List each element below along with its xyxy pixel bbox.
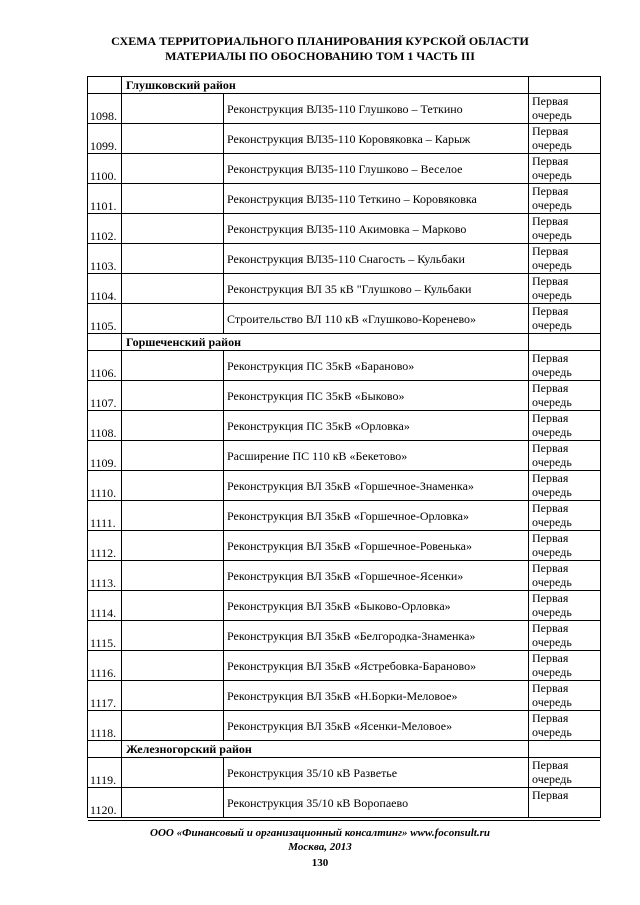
row-stage: Первая очередь: [529, 124, 601, 154]
row-stage: Первая очередь: [529, 711, 601, 741]
row-stage: Первая: [529, 788, 601, 818]
row-stage: Первая очередь: [529, 304, 601, 334]
row-empty-cell: [122, 124, 224, 154]
table-row: [88, 501, 601, 531]
document-header: [0, 34, 640, 64]
row-stage: Первая очередь: [529, 561, 601, 591]
row-empty-cell: [122, 304, 224, 334]
row-empty-cell: [122, 411, 224, 441]
row-empty-cell: [122, 381, 224, 411]
row-number: 1105.: [88, 304, 122, 334]
row-description: Реконструкция ВЛ 35кВ «Горшечное-Орловка»: [224, 501, 529, 531]
table-row: [88, 711, 601, 741]
row-description: Реконструкция ВЛ 35кВ «Белгородка-Знаменка»: [224, 621, 529, 651]
row-number: 1120.: [88, 788, 122, 818]
row-number: 1114.: [88, 591, 122, 621]
row-stage: Первая очередь: [529, 154, 601, 184]
row-stage: Первая очередь: [529, 591, 601, 621]
table-row: [88, 591, 601, 621]
row-description: Реконструкция ВЛ35-110 Снагость – Кульбаки: [224, 244, 529, 274]
row-empty-cell: [122, 274, 224, 304]
section-title: Железногорский район: [122, 741, 529, 758]
row-description: Строительство ВЛ 110 кВ «Глушково-Коренево»: [224, 304, 529, 334]
row-stage: Первая очередь: [529, 351, 601, 381]
row-number: 1115.: [88, 621, 122, 651]
row-number: 1107.: [88, 381, 122, 411]
section-title: Глушковский район: [122, 77, 529, 94]
row-stage: Первая очередь: [529, 411, 601, 441]
row-description: Реконструкция ПС 35кВ «Бараново»: [224, 351, 529, 381]
row-description: Реконструкция ВЛ 35кВ «Ястребовка-Бараново»: [224, 651, 529, 681]
section-num-cell: [88, 334, 122, 351]
table-row: [88, 381, 601, 411]
section-stage-cell: [529, 741, 601, 758]
table-row: [88, 274, 601, 304]
row-description: Реконструкция ВЛ 35кВ «Горшечное-Ясенки»: [224, 561, 529, 591]
section-stage-cell: [529, 334, 601, 351]
row-empty-cell: [122, 441, 224, 471]
row-number: 1119.: [88, 758, 122, 788]
row-stage: Первая очередь: [529, 471, 601, 501]
row-description: Реконструкция 35/10 кВ Разветье: [224, 758, 529, 788]
row-empty-cell: [122, 244, 224, 274]
table-row: [88, 621, 601, 651]
row-empty-cell: [122, 561, 224, 591]
row-stage: Первая очередь: [529, 651, 601, 681]
projects-table: [87, 76, 601, 818]
row-number: 1106.: [88, 351, 122, 381]
row-description: Реконструкция ВЛ 35 кВ "Глушково – Кульбаки: [224, 274, 529, 304]
table-row: [88, 184, 601, 214]
row-number: 1109.: [88, 441, 122, 471]
row-description: Реконструкция ВЛ35-110 Глушково – Теткино: [224, 94, 529, 124]
row-stage: Первая очередь: [529, 681, 601, 711]
row-number: 1103.: [88, 244, 122, 274]
row-number: 1110.: [88, 471, 122, 501]
row-description: Реконструкция ВЛ 35кВ «Н.Борки-Меловое»: [224, 681, 529, 711]
row-number: 1108.: [88, 411, 122, 441]
table-row: [88, 651, 601, 681]
row-description: Реконструкция ВЛ 35кВ «Горшечное-Ровенька»: [224, 531, 529, 561]
footer-city-year: Москва, 2013: [288, 841, 352, 853]
table-row: [88, 124, 601, 154]
row-description: Реконструкция ВЛ35-110 Теткино – Коровяковка: [224, 184, 529, 214]
row-empty-cell: [122, 531, 224, 561]
section-row: [88, 334, 601, 351]
row-empty-cell: [122, 471, 224, 501]
row-number: 1112.: [88, 531, 122, 561]
header-title-line1: СХЕМА ТЕРРИТОРИАЛЬНОГО ПЛАНИРОВАНИЯ КУРСКОЙ ОБЛАСТИ: [111, 34, 529, 48]
section-stage-cell: [529, 77, 601, 94]
row-number: 1100.: [88, 154, 122, 184]
row-number: 1101.: [88, 184, 122, 214]
footer-divider: [88, 820, 600, 821]
footer-company: ООО «Финансовый и организационный консалтинг» www.foconsult.ru: [150, 827, 490, 839]
row-stage: Первая очередь: [529, 381, 601, 411]
table-row: [88, 531, 601, 561]
table-row: [88, 214, 601, 244]
section-row: [88, 741, 601, 758]
row-number: 1102.: [88, 214, 122, 244]
row-number: 1111.: [88, 501, 122, 531]
row-stage: Первая очередь: [529, 531, 601, 561]
table-row: [88, 788, 601, 818]
row-stage: Первая очередь: [529, 621, 601, 651]
row-number: 1099.: [88, 124, 122, 154]
row-number: 1104.: [88, 274, 122, 304]
row-description: Реконструкция ПС 35кВ «Орловка»: [224, 411, 529, 441]
row-empty-cell: [122, 351, 224, 381]
document-footer: [0, 826, 640, 854]
row-empty-cell: [122, 681, 224, 711]
row-description: Реконструкция ВЛ35-110 Глушково – Веселое: [224, 154, 529, 184]
section-num-cell: [88, 741, 122, 758]
section-num-cell: [88, 77, 122, 94]
row-empty-cell: [122, 591, 224, 621]
row-empty-cell: [122, 94, 224, 124]
row-empty-cell: [122, 711, 224, 741]
row-number: 1113.: [88, 561, 122, 591]
table-row: [88, 94, 601, 124]
row-number: 1116.: [88, 651, 122, 681]
page-number: 130: [311, 857, 329, 869]
row-description: Реконструкция ВЛ 35кВ «Горшечное-Знаменка»: [224, 471, 529, 501]
row-description: Реконструкция 35/10 кВ Воропаево: [224, 788, 529, 818]
header-title-line2: МАТЕРИАЛЫ ПО ОБОСНОВАНИЮ ТОМ 1 ЧАСТЬ III: [165, 49, 475, 63]
row-stage: Первая очередь: [529, 244, 601, 274]
row-empty-cell: [122, 214, 224, 244]
table-row: [88, 758, 601, 788]
row-empty-cell: [122, 758, 224, 788]
table-row: [88, 154, 601, 184]
section-row: [88, 77, 601, 94]
table-row: [88, 304, 601, 334]
table-row: [88, 561, 601, 591]
row-description: Реконструкция ВЛ 35кВ «Ясенки-Меловое»: [224, 711, 529, 741]
section-title: Горшеченский район: [122, 334, 529, 351]
row-description: Реконструкция ВЛ 35кВ «Быково-Орловка»: [224, 591, 529, 621]
table-row: [88, 351, 601, 381]
row-empty-cell: [122, 621, 224, 651]
row-number: 1118.: [88, 711, 122, 741]
table-row: [88, 471, 601, 501]
row-stage: Первая очередь: [529, 214, 601, 244]
row-description: Реконструкция ВЛ35-110 Акимовка – Марково: [224, 214, 529, 244]
row-stage: Первая очередь: [529, 501, 601, 531]
row-stage: Первая очередь: [529, 184, 601, 214]
table-row: [88, 411, 601, 441]
row-empty-cell: [122, 501, 224, 531]
row-empty-cell: [122, 651, 224, 681]
row-empty-cell: [122, 154, 224, 184]
row-description: Реконструкция ВЛ35-110 Коровяковка – Карыж: [224, 124, 529, 154]
row-empty-cell: [122, 184, 224, 214]
row-stage: Первая очередь: [529, 274, 601, 304]
row-empty-cell: [122, 788, 224, 818]
row-description: Расширение ПС 110 кВ «Бекетово»: [224, 441, 529, 471]
row-number: 1098.: [88, 94, 122, 124]
row-description: Реконструкция ПС 35кВ «Быково»: [224, 381, 529, 411]
row-number: 1117.: [88, 681, 122, 711]
row-stage: Первая очередь: [529, 94, 601, 124]
row-stage: Первая очередь: [529, 758, 601, 788]
table-row: [88, 244, 601, 274]
row-stage: Первая очередь: [529, 441, 601, 471]
table-row: [88, 681, 601, 711]
table-row: [88, 441, 601, 471]
